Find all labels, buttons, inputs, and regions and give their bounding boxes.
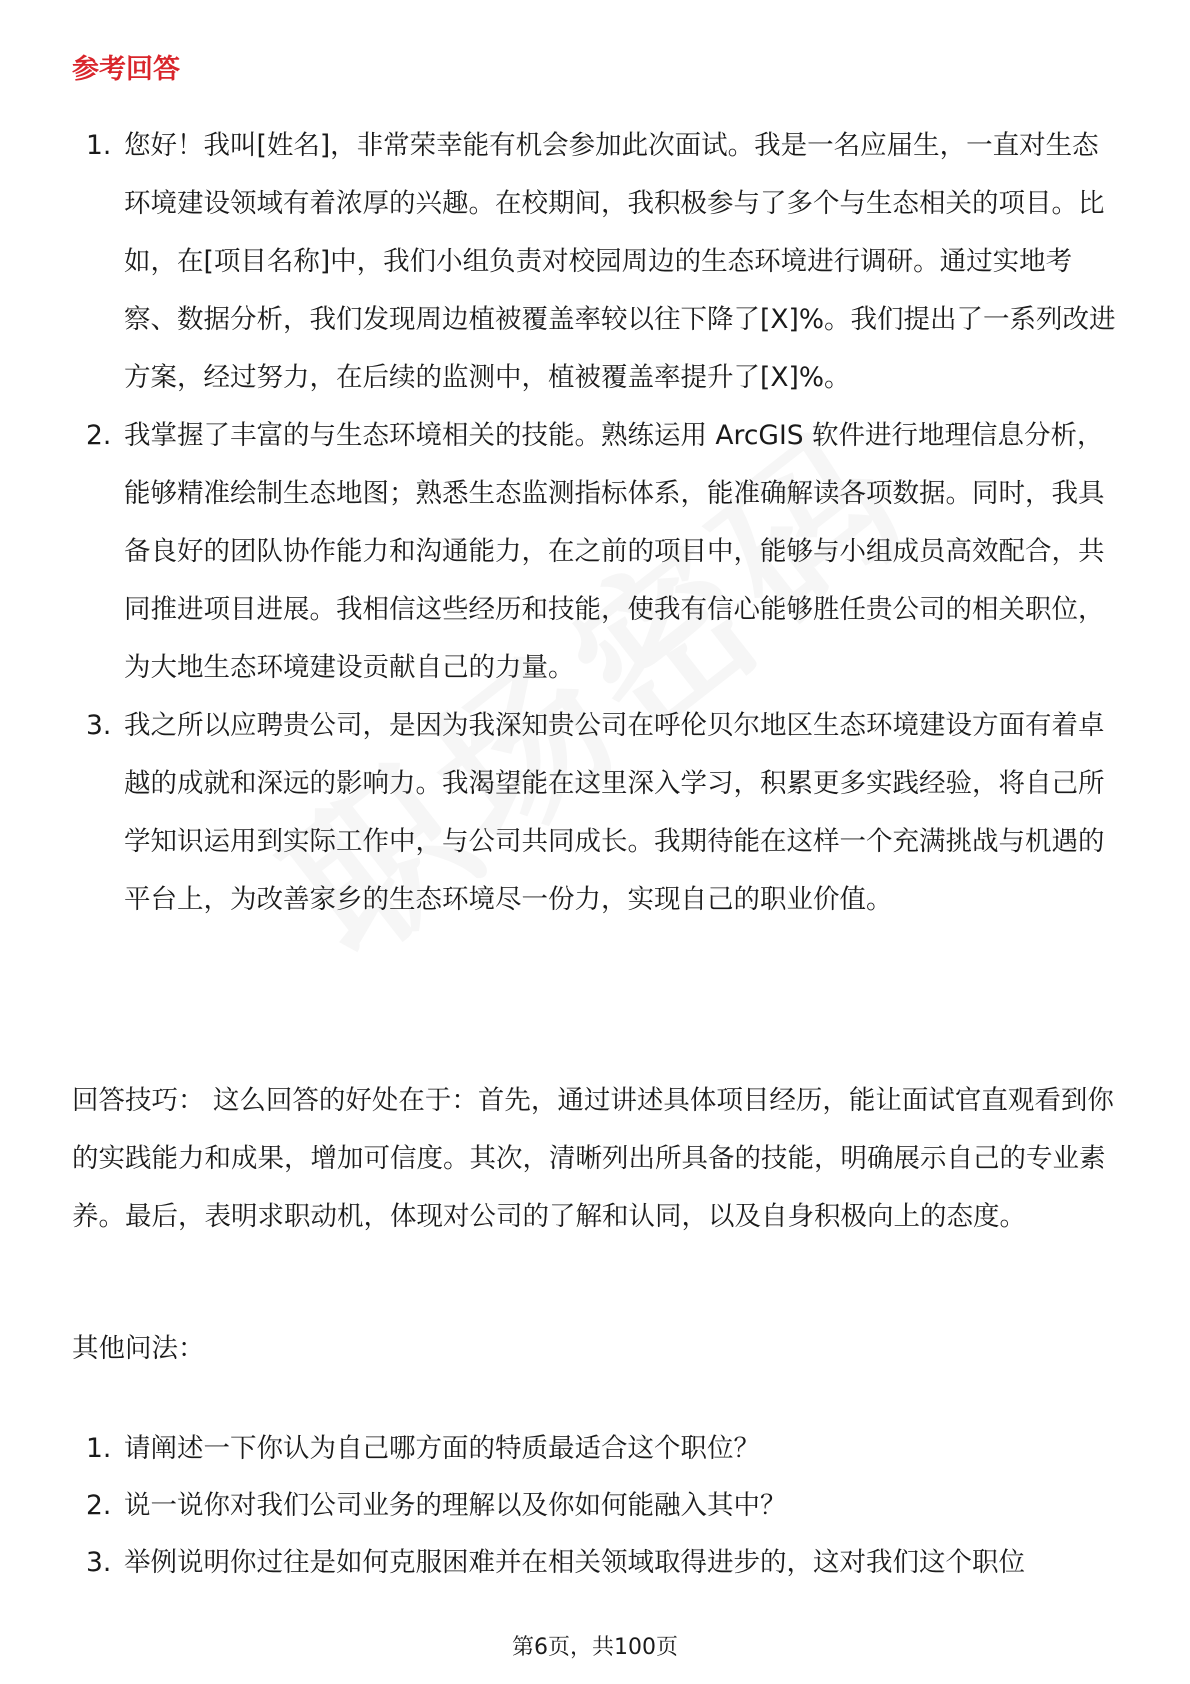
list-item-text: 我之所以应聘贵公司，是因为我深知贵公司在呼伦贝尔地区生态环境建设方面有着卓越的成就和深远的影响力。我渴望能在这里深入学习，积累更多实践经验，将自己所学知识运用到实际工作中，与公司共同成长。我期待能在这样一个充满挑战与机遇的平台上，为改善家乡的生态环境尽一份力，实现自己的职业价值。 — [124, 710, 1105, 915]
list-number: 1. — [86, 130, 112, 161]
other-questions-label: 其他问法： — [72, 1333, 205, 1364]
other-questions-list — [72, 1420, 1122, 1591]
list-number: 3. — [86, 1547, 112, 1578]
list-number: 3. — [86, 710, 112, 741]
answer-tips-paragraph: 回答技巧： 这么回答的好处在于：首先，通过讲述具体项目经历，能让面试官直观看到你的实践能力和成果，增加可信度。其次，清晰列出所具备的技能，明确展示自己的专业素养。最后，表明求职动机，体现对公司的了解和认同，以及自身积极向上的态度。 — [72, 1085, 1114, 1232]
page-footer: 第6页，共100页 — [512, 1635, 678, 1660]
list-number: 2. — [86, 1490, 112, 1521]
list-item — [72, 697, 1122, 929]
list-item — [72, 1477, 1122, 1534]
list-item — [72, 407, 1122, 697]
answer-list — [72, 117, 1122, 929]
list-item — [72, 1534, 1122, 1591]
list-item-text: 举例说明你过往是如何克服困难并在相关领域取得进步的，这对我们这个职位 — [124, 1547, 1025, 1578]
list-item — [72, 117, 1122, 407]
list-number: 1. — [86, 1433, 112, 1464]
list-item-text: 说一说你对我们公司业务的理解以及你如何能融入其中？ — [124, 1490, 787, 1521]
list-number: 2. — [86, 420, 112, 451]
list-item — [72, 1420, 1122, 1477]
section-heading: 参考回答 — [72, 54, 180, 85]
list-item-text: 请阐述一下你认为自己哪方面的特质最适合这个职位？ — [124, 1433, 760, 1464]
list-item-text: 您好！我叫[姓名]，非常荣幸能有机会参加此次面试。我是一名应届生，一直对生态环境建设领域有着浓厚的兴趣。在校期间，我积极参与了多个与生态相关的项目。比如，在[项目名称]中，我们小组负责对校园周边的生态环境进行调研。通过实地考察、数据分析，我们发现周边植被覆盖率较以往下降了[X]%。我们提出了一系列改进方案，经过努力，在后续的监测中，植被覆盖率提升了[X]%。 — [124, 130, 1116, 393]
list-item-text: 我掌握了丰富的与生态环境相关的技能。熟练运用 ArcGIS 软件进行地理信息分析，能够精准绘制生态地图；熟悉生态监测指标体系，能准确解读各项数据。同时，我具备良好的团队协作能力和沟通能力，在之前的项目中，能够与小组成员高效配合，共同推进项目进展。我相信这些经历和技能，使我有信心能够胜任贵公司的相关职位，为大地生态环境建设贡献自己的力量。 — [124, 420, 1105, 683]
